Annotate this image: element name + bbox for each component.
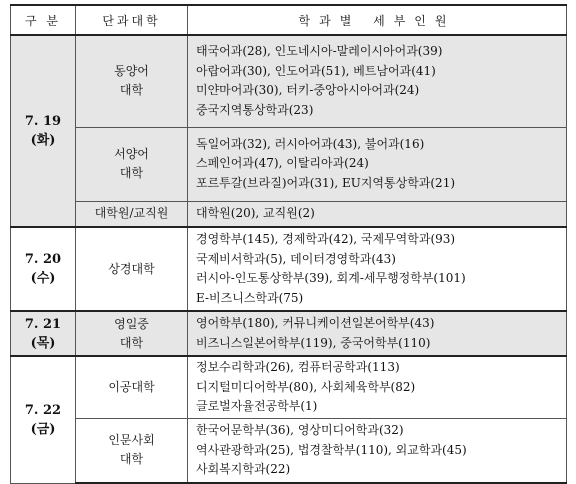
detail-cell xyxy=(188,418,567,483)
college-name-line: 인문사회 xyxy=(108,433,155,448)
detail-line: 태국어과(28), 인도네시아-말레이시아어과(39) xyxy=(196,44,443,59)
header-detail: 학과별 세부인원 xyxy=(188,5,567,35)
college-name-line: 대학 xyxy=(119,83,144,98)
date-cell xyxy=(11,35,76,227)
table-row xyxy=(11,227,567,311)
detail-line: 디지털미디어학부(80), 사회체육학부(82) xyxy=(196,379,416,394)
detail-line: 러시아-인도통상학부(39), 회계-세무행정학부(101) xyxy=(196,271,466,285)
college-name-line: 대학 xyxy=(119,452,144,467)
detail-cell xyxy=(188,356,567,418)
detail-cell xyxy=(188,127,567,201)
table-row xyxy=(11,35,567,127)
college-cell xyxy=(76,35,188,127)
college-cell xyxy=(76,311,188,356)
detail-line: 아랍어과(30), 인도어과(51), 베트남어과(41) xyxy=(196,63,436,78)
table-row xyxy=(11,311,567,356)
detail-line: E-비즈니스학과(75) xyxy=(196,290,304,305)
detail-line: 글로벌자율전공학부(1) xyxy=(196,399,318,413)
college-name-line: 대학원/교직원 xyxy=(94,206,169,221)
date-label: 7. 19 xyxy=(24,114,62,129)
table-row xyxy=(11,418,567,483)
date-cell xyxy=(11,356,76,483)
college-name-line: 이공대학 xyxy=(108,379,155,394)
detail-line: 영어학부(180), 커뮤니케이션일본어학부(43) xyxy=(196,316,435,330)
college-name-line: 영일중 xyxy=(114,316,149,331)
date-cell xyxy=(11,227,76,311)
date-label: 7. 22 xyxy=(24,402,62,418)
detail-line: 미얀마어과(30), 터키-중앙아시아어과(24) xyxy=(196,83,420,98)
header-date: 구 분 xyxy=(11,5,76,35)
college-cell xyxy=(76,418,188,483)
college-name-line: 서양어 xyxy=(114,147,149,161)
detail-line: 스페인어과(47), 이탈리아과(24) xyxy=(196,156,369,171)
header-row xyxy=(11,5,567,35)
detail-line: 포르투갈(브라질)어과(31), EU지역통상학과(21) xyxy=(196,175,456,190)
detail-line: 경영학부(145), 경제학과(42), 국제무역학과(93) xyxy=(196,232,456,246)
date-label: 7. 20 xyxy=(24,252,62,267)
date-label: 7. 21 xyxy=(24,316,62,332)
detail-line: 중국지역통상학과(23) xyxy=(196,102,314,117)
date-cell xyxy=(11,311,76,356)
college-cell xyxy=(76,201,188,227)
college-name-line: 대학 xyxy=(119,166,144,180)
college-name-line: 대학 xyxy=(119,335,144,350)
detail-line: 비즈니스일본어학부(119), 중국어학부(110) xyxy=(196,335,431,350)
detail-cell xyxy=(188,35,567,127)
detail-cell xyxy=(188,311,567,356)
day-label: (금) xyxy=(30,421,56,437)
detail-line: 사회복지학과(22) xyxy=(196,462,291,476)
table-row xyxy=(11,127,567,201)
day-label: (목) xyxy=(30,335,56,351)
detail-cell xyxy=(188,201,567,227)
day-label: (화) xyxy=(30,133,56,148)
header-college: 단과대학 xyxy=(76,5,188,35)
college-cell xyxy=(76,227,188,311)
table-row xyxy=(11,201,567,227)
detail-line: 대학원(20), 교직원(2) xyxy=(196,206,315,220)
college-name-line: 동양어 xyxy=(114,64,149,79)
college-cell xyxy=(76,127,188,201)
detail-cell xyxy=(188,227,567,311)
college-name-line: 상경대학 xyxy=(108,261,155,276)
detail-line: 역사관광학과(25), 법경찰학부(110), 외교학과(45) xyxy=(196,442,467,457)
detail-line: 정보수리학과(26), 컴퓨터공학과(113) xyxy=(196,360,400,374)
schedule-table xyxy=(10,4,567,484)
table-row xyxy=(11,356,567,418)
day-label: (수) xyxy=(30,271,56,286)
college-cell xyxy=(76,356,188,418)
detail-line: 독일어과(32), 러시아어과(43), 불어과(16) xyxy=(196,136,425,151)
detail-line: 국제비서학과(5), 데이터경영학과(43) xyxy=(196,251,396,266)
detail-line: 한국어문학부(36), 영상미디어학과(32) xyxy=(196,423,404,437)
